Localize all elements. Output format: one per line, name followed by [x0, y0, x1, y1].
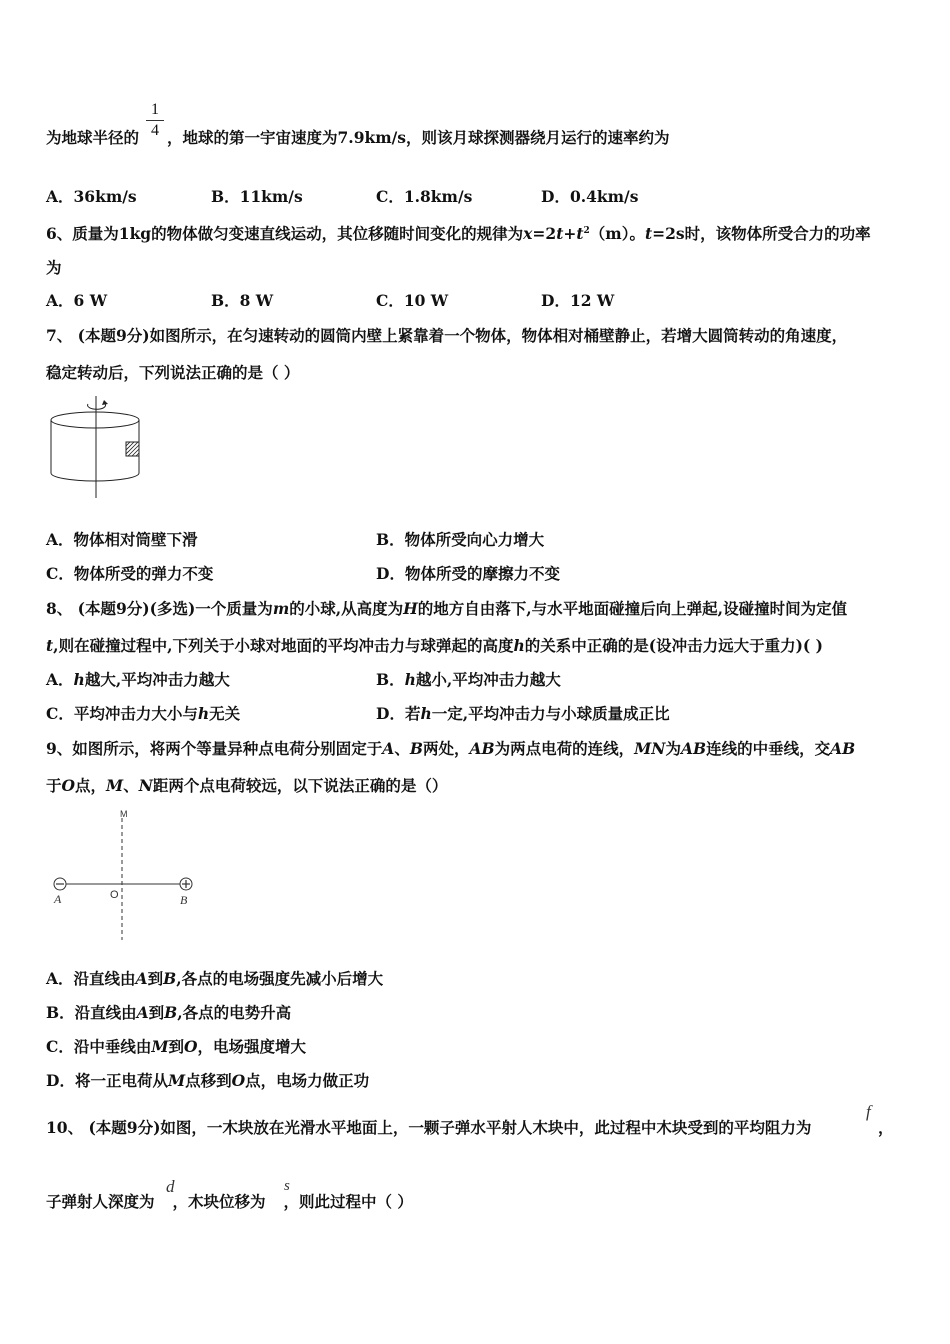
q5-option-c[interactable]: C．1.8km/s: [376, 187, 473, 206]
q9-option-a[interactable]: A．沿直线由A到B,各点的电场强度先减小后增大: [46, 969, 384, 988]
q9-line1: 9、如图所示，将两个等量异种点电荷分别固定于A、B两处，AB为两点电荷的连线，MN为AB连线的中垂线，交AB: [46, 739, 856, 758]
q9-option-d[interactable]: D．将一正电荷从M点移到O点，电场力做正功: [46, 1071, 370, 1090]
label-m: M: [120, 809, 128, 819]
q7-line2: 稳定转动后，下列说法正确的是（ ）: [46, 363, 300, 382]
q7-option-a[interactable]: A．物体相对筒壁下滑: [46, 530, 198, 549]
q5-option-a[interactable]: A．36km/s: [46, 187, 137, 206]
q10-comma: ，: [878, 1118, 894, 1137]
q6-line1: 6、质量为1kg的物体做匀变速直线运动，其位移随时间变化的规律为$x=2t+t^2(m)$。t=2s时，该物体所受合力的功率: [46, 224, 871, 244]
q6-option-b[interactable]: B．8 W: [211, 291, 274, 310]
q8-option-a[interactable]: A．h越大,平均冲击力越大: [46, 670, 230, 689]
symbol-s: s: [284, 1178, 290, 1194]
symbol-d: d: [166, 1177, 175, 1196]
q6-option-d[interactable]: D．12 W: [541, 291, 615, 310]
q9-option-b[interactable]: B．沿直线由A到B,各点的电势升高: [46, 1003, 292, 1022]
fraction-one-quarter: 1 4: [146, 101, 164, 140]
symbol-f: f: [866, 1102, 871, 1121]
q7-line1: 7、 (本题9分)如图所示，在匀速转动的圆筒内壁上紧靠着一个物体，物体相对桶壁静止，若增大圆筒转动的角速度，: [46, 326, 848, 345]
q10-line2: 子弹射人深度为 ，木块位移为 ，则此过程中（ ）: [46, 1192, 413, 1211]
label-o: O: [110, 889, 119, 901]
q7-option-b[interactable]: B．物体所受向心力增大: [376, 530, 545, 549]
charges-figure: [46, 806, 206, 944]
q5-option-d[interactable]: D．0.4km/s: [541, 187, 639, 206]
q7-option-c[interactable]: C．物体所受的弹力不变: [46, 564, 214, 583]
q6-option-a[interactable]: A．6 W: [46, 291, 108, 310]
q8-line1: 8、 (本题9分)(多选)一个质量为m的小球,从高度为H的地方自由落下,与水平地面碰撞后向上弹起,设碰撞时间为定值: [46, 599, 848, 618]
q6-line2: 为: [46, 258, 62, 277]
q8-option-b[interactable]: B．h越小,平均冲击力越大: [376, 670, 561, 689]
q5-line: 为地球半径的 ，地球的第一宇宙速度为7.9km/s，则该月球探测器绕月运行的速率约为: [46, 128, 670, 147]
q8-option-d[interactable]: D．若h一定,平均冲击力与小球质量成正比: [376, 704, 670, 723]
label-b: B: [180, 893, 188, 907]
q8-option-c[interactable]: C．平均冲击力大小与h无关: [46, 704, 241, 723]
q8-line2: t,则在碰撞过程中,下列关于小球对地面的平均冲击力与球弹起的高度h的关系中正确的是(设冲击力远大于重力)( ): [46, 636, 823, 655]
q6-option-c[interactable]: C．10 W: [376, 291, 449, 310]
q9-option-c[interactable]: C．沿中垂线由M到O，电场强度增大: [46, 1037, 307, 1056]
q10-line1: 10、 (本题9分)如图，一木块放在光滑水平地面上，一颗子弹水平射人木块中，此过程中木块受到的平均阻力为: [46, 1118, 812, 1137]
q5-option-b[interactable]: B．11km/s: [211, 187, 303, 206]
q9-line2: 于O点，M、N距两个点电荷较远，以下说法正确的是（）: [46, 776, 448, 795]
q7-option-d[interactable]: D．物体所受的摩擦力不变: [376, 564, 560, 583]
label-a: A: [54, 892, 62, 906]
rotating-cylinder-figure: [46, 394, 146, 500]
